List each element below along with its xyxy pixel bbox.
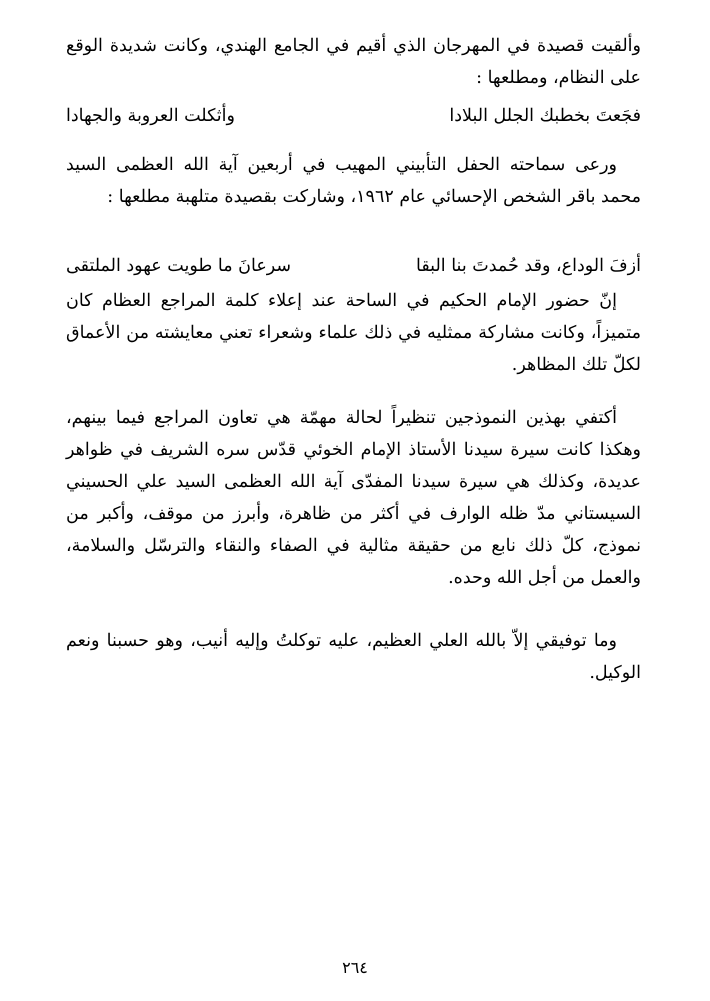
verse-2-first-hemistich: أزفَ الوداع، وقد حُمدتَ بنا البقا <box>416 256 641 276</box>
paragraph-two-models: أكتفي بهذين النموذجين تنظيراً لحالة مهمّة هي تعاون المراجع فيما بينهم، وهكذا كانت سيرة سيدنا الأستاذ الإمام الخوئي قدّس سره الشريف في ظواهر عديدة، وكذلك هي سيرة سيدنا المفدّى آية الله العظمى السيد علي الحسيني السيستاني مدّ ظله الوارف في أكثر من ظاهرة، وأبرز من موقف، وأكبر من نموذج، كلّ ذلك نابع من حقيقة مثالية في الصفاء والنقاء والترسّل والسلامة، والعمل من أجل الله وحده. <box>66 408 641 588</box>
paragraph-memorial-ceremony: ورعى سماحته الحفل التأبيني المهيب في أربعين آية الله العظمى السيد محمد باقر الشخص الإحسائي عام ١٩٦٢، وشاركت بقصيدة متلهبة مطلعها : <box>66 155 641 207</box>
paragraph-poem-intro-1: وألقيت قصيدة في المهرجان الذي أقيم في الجامع الهندي، وكانت شديدة الوقع على النظام، ومطلعها : <box>66 36 641 88</box>
page-number: ٢٦٤ <box>342 958 368 977</box>
verse-1-first-hemistich: فجَعتَ بخطبك الجلل البلادا <box>449 106 641 126</box>
verse-1-second-hemistich: وأثكلت العروبة والجهادا <box>66 106 235 126</box>
verse-2-second-hemistich: سرعانَ ما طويت عهود الملتقى <box>66 256 292 276</box>
verse-line-2 <box>66 250 641 282</box>
paragraph-closing: وما توفيقي إلاّ بالله العلي العظيم، عليه توكلتُ وإليه أنيب، وهو حسبنا ونعم الوكيل. <box>66 631 641 683</box>
paragraph-imam-hakim: إنّ حضور الإمام الحكيم في الساحة عند إعلاء كلمة المراجع العظام كان متميزاً، وكانت مشاركة ممثليه في ذلك علماء وشعراء تعني معايشته من الأعماق لكلّ تلك المظاهر. <box>66 291 641 375</box>
verse-line-1 <box>66 100 641 132</box>
